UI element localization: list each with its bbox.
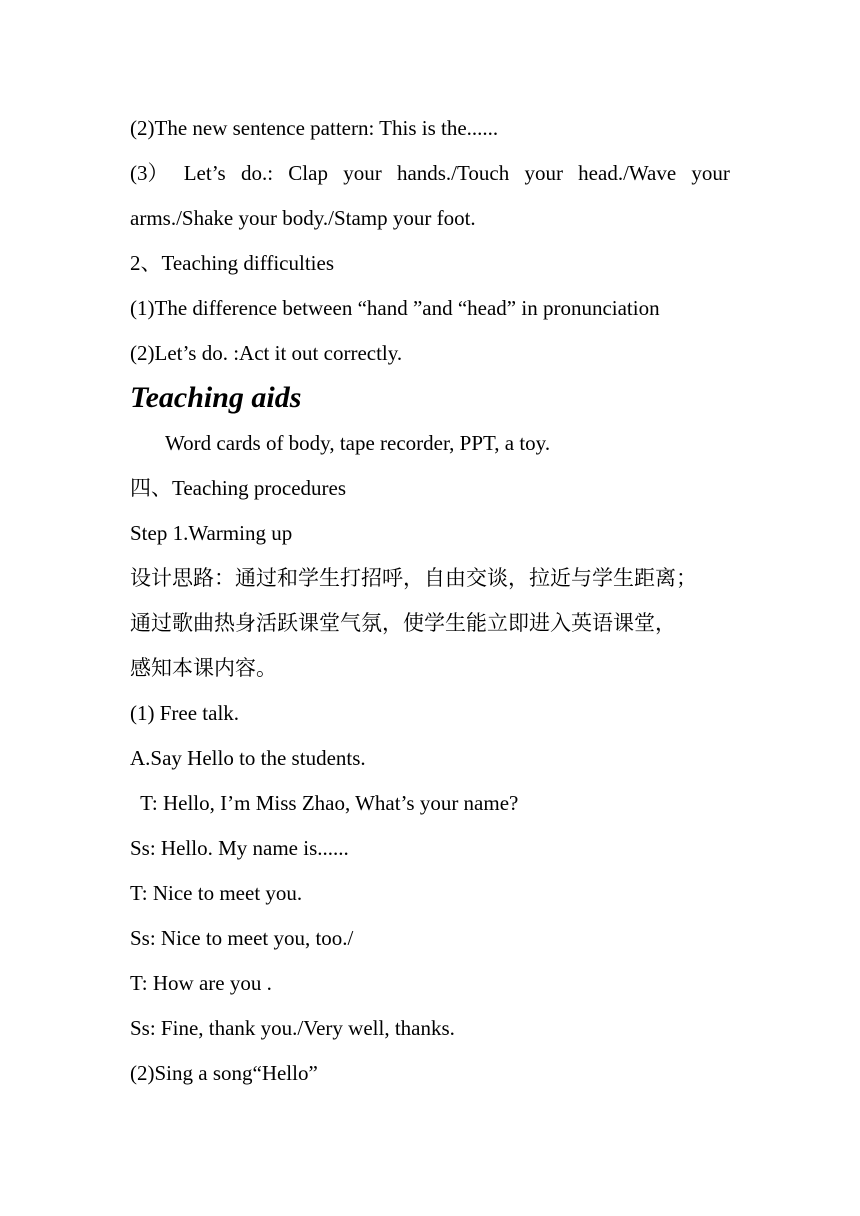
text-line-sing-song: (2)Sing a song“Hello” bbox=[130, 1061, 318, 1085]
text-line-dialogue-ss2: Ss: Nice to meet you, too./ bbox=[130, 926, 354, 950]
text-line-procedures-heading: 四、Teaching procedures bbox=[130, 476, 347, 500]
text-line-design-idea-2: 通过歌曲热身活跃课堂气氛，使学生能立即进入英语课堂， bbox=[130, 611, 676, 635]
text-line-dialogue-ss1: Ss: Hello. My name is...... bbox=[130, 836, 349, 860]
word: hands./Touch bbox=[396, 161, 510, 185]
text-line-actions: arms./Shake your body./Stamp your foot. bbox=[130, 206, 476, 230]
text-line-difference: (1)The difference between “hand ”and “head” in pronunciation bbox=[130, 296, 660, 320]
text-line-aids-list: Word cards of body, tape recorder, PPT, a toy. bbox=[165, 431, 551, 455]
word: head./Wave bbox=[578, 161, 677, 185]
word: Clap bbox=[288, 161, 328, 185]
text-line-dialogue-t3: T: How are you . bbox=[130, 971, 272, 995]
text-line-step-1: Step 1.Warming up bbox=[130, 521, 293, 545]
text-line-sentence-pattern: (2)The new sentence pattern: This is the...... bbox=[130, 116, 499, 140]
text-line-dialogue-ss3: Ss: Fine, thank you./Very well, thanks. bbox=[130, 1016, 455, 1040]
text-line-dialogue-t1: T: Hello, I’m Miss Zhao, What’s your name? bbox=[130, 791, 519, 815]
word: do.: bbox=[240, 161, 274, 185]
text-line-design-idea-3: 感知本课内容。 bbox=[130, 656, 277, 680]
text-line-act-it-out: (2)Let’s do. :Act it out correctly. bbox=[130, 341, 403, 365]
text-line-design-idea-1: 设计思路：通过和学生打招呼，自由交谈，拉近与学生距离； bbox=[130, 566, 697, 590]
text-line-free-talk: (1) Free talk. bbox=[130, 701, 240, 725]
word: (3） bbox=[130, 161, 169, 185]
word: your bbox=[524, 161, 563, 185]
section-heading-teaching-aids: Teaching aids bbox=[130, 381, 302, 414]
text-line-say-hello: A.Say Hello to the students. bbox=[130, 746, 366, 770]
text-line-lets-do bbox=[130, 159, 730, 187]
word: your bbox=[343, 161, 382, 185]
text-line-difficulties-heading: 2、Teaching difficulties bbox=[130, 251, 335, 275]
text-line-dialogue-t2: T: Nice to meet you. bbox=[130, 881, 303, 905]
word: your bbox=[691, 161, 730, 185]
word: Let’s bbox=[183, 161, 226, 185]
